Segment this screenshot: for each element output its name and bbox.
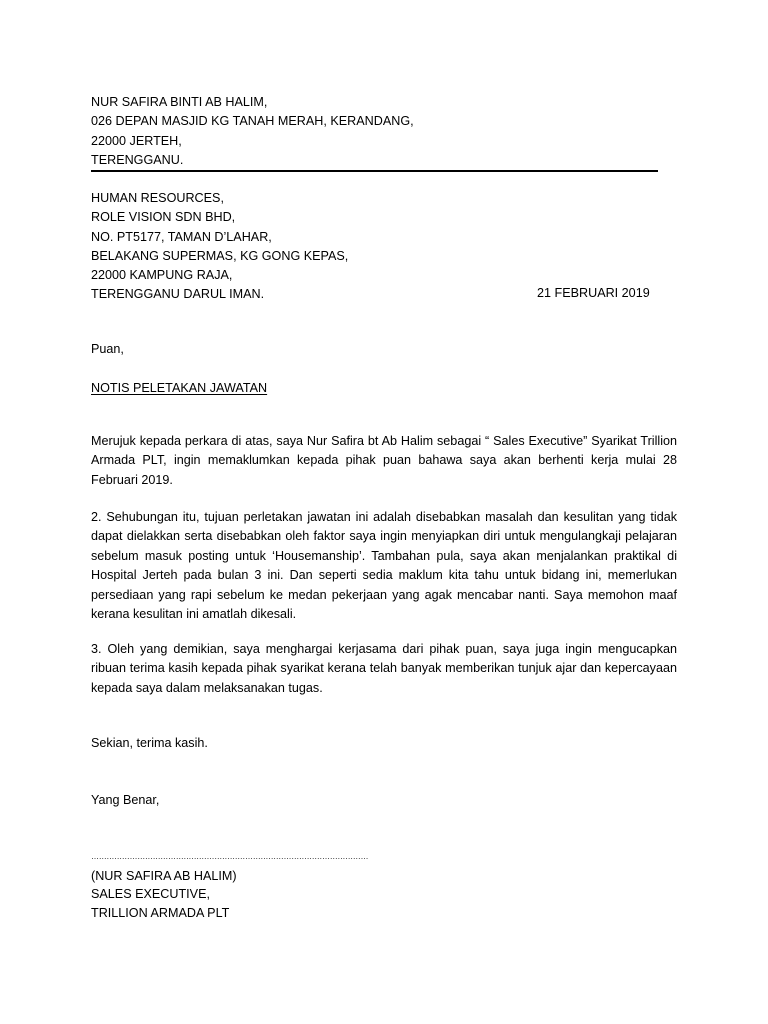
recipient-postcode-city: 22000 KAMPUNG RAJA, (91, 268, 233, 283)
header-divider (91, 170, 658, 172)
recipient-lot: NO. PT5177, TAMAN D’LAHAR, (91, 229, 272, 244)
sender-street: 026 DEPAN MASJID KG TANAH MERAH, KERANDANG, (91, 114, 414, 129)
sender-name: NUR SAFIRA BINTI AB HALIM, (91, 95, 268, 109)
paragraph-3: 3. Oleh yang demikian, saya menghargai kerjasama dari pihak puan, saya juga ingin mengucapkan ribuan terima kasih kepada pihak syarikat kerana telah banyak memberikan tunjuk ajar dan kepercayaan kepada saya dalam melaksanakan tugas. (91, 642, 677, 695)
recipient-department: HUMAN RESOURCES, (91, 191, 224, 205)
sender-address (91, 93, 414, 170)
letter-date: 21 FEBRUARI 2019 (537, 286, 650, 300)
paragraph-2: 2. Sehubungan itu, tujuan perletakan jawatan ini adalah disebabkan masalah dan kesulitan yang tidak dapat dielakkan serta disebabkan oleh faktor saya ingin menyiapkan diri untuk mengulangkaji pelajaran sebelum masuk posting untuk ‘Housemanship’. Tambahan pula, saya akan menjalankan praktikal di Hospital Jerteh pada bulan 3 ini. Dan seperti sedia maklum kita tahu untuk bidang ini, memerlukan persediaan yang rapi sebelum ke medan pekerjaan yang agak mencabar nanti. Saya memohon maaf kerana kesulitan ini amatlah dikesali. (91, 510, 677, 622)
recipient-state: TERENGGANU DARUL IMAN. (91, 287, 265, 302)
salutation: Puan, (91, 342, 124, 356)
sender-postcode-city: 22000 JERTEH, (91, 133, 182, 148)
closing-line: Sekian, terima kasih. (91, 736, 208, 750)
recipient-address (91, 189, 348, 305)
signature-dotted-line: ……………………………………………………………………………………………… (91, 852, 369, 861)
signatory-name: (NUR SAFIRA AB HALIM) (91, 868, 237, 883)
recipient-company: ROLE VISION SDN BHD, (91, 210, 236, 225)
sign-off: Yang Benar, (91, 793, 160, 807)
signature-block (91, 848, 368, 922)
paragraph-1: Merujuk kepada perkara di atas, saya Nur Safira bt Ab Halim sebagai “ Sales Executive” Syarikat Trillion Armada PLT, ingin memaklumkan kepada pihak puan bahawa saya akan berhenti kerja mulai 28 Februari 2019. (91, 434, 677, 487)
signatory-company: TRILLION ARMADA PLT (91, 905, 230, 920)
sender-state: TERENGGANU. (91, 152, 184, 167)
letter-subject: NOTIS PELETAKAN JAWATAN (91, 381, 268, 395)
signatory-position: SALES EXECUTIVE, (91, 887, 210, 902)
recipient-area: BELAKANG SUPERMAS, KG GONG KEPAS, (91, 248, 349, 263)
